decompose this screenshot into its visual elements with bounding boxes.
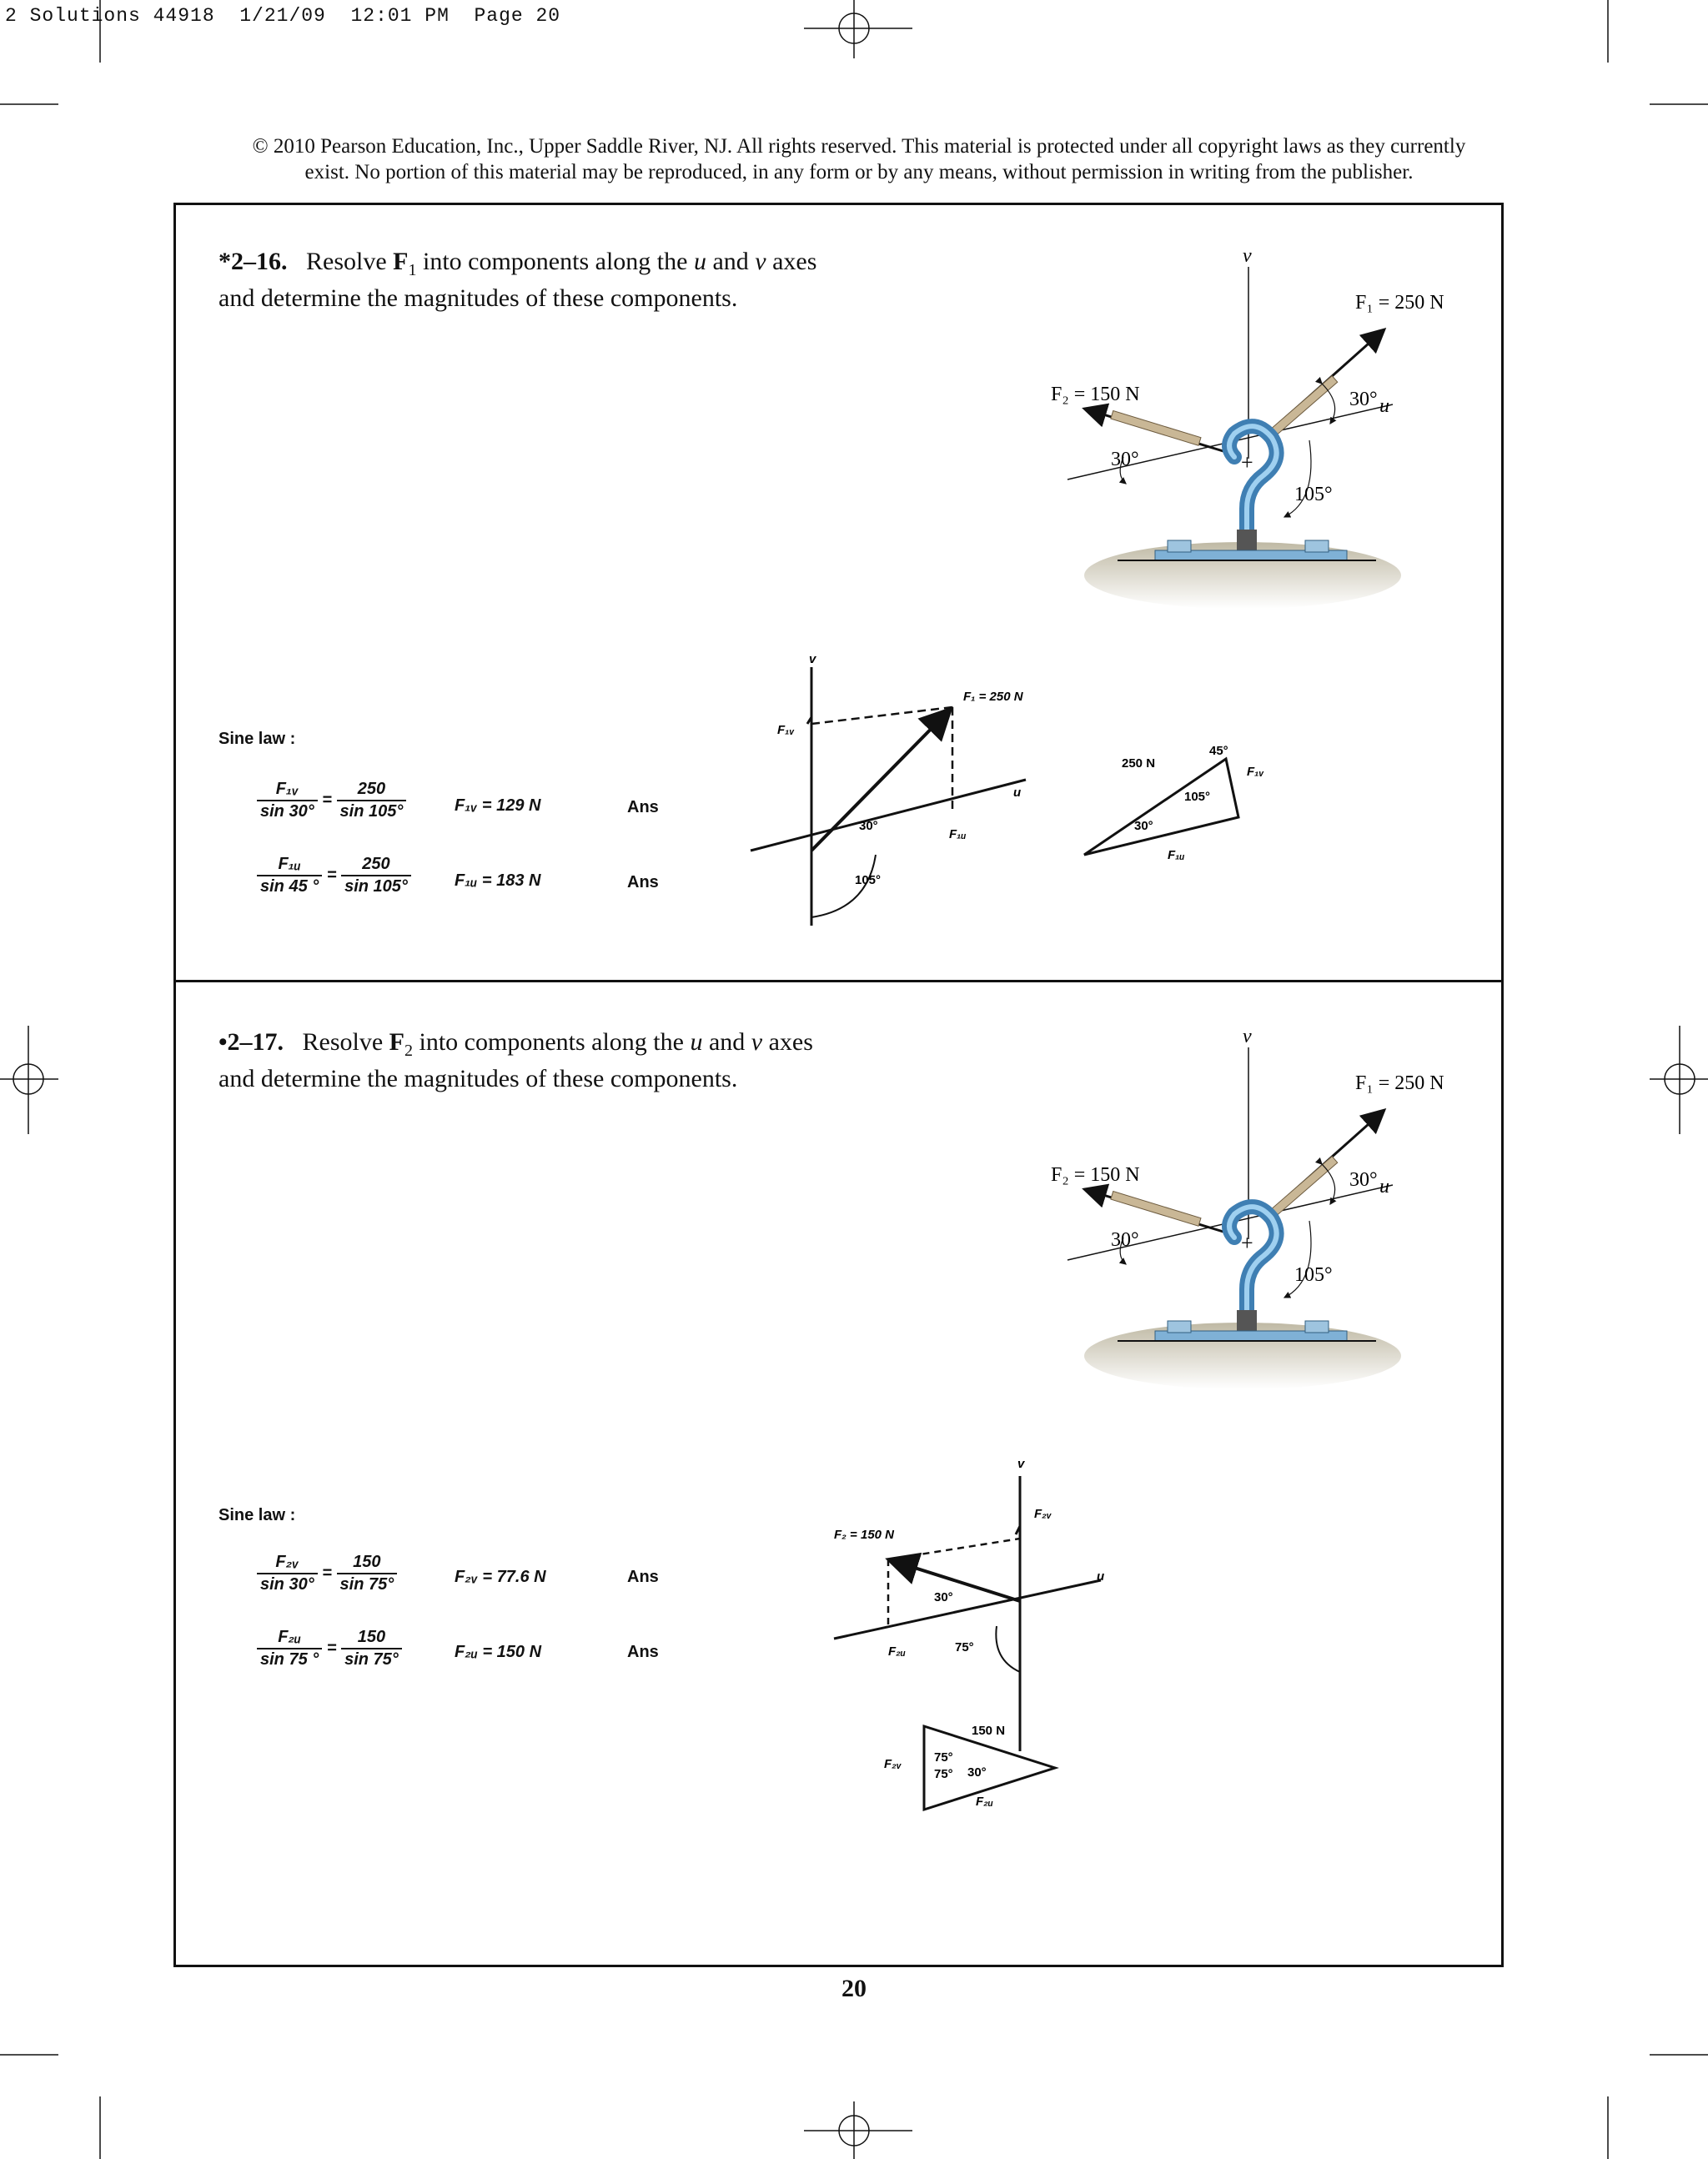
sine-law-heading-17: Sine law :: [219, 1506, 296, 1524]
svg-text:F₂ᵥ: F₂ᵥ: [884, 1757, 902, 1771]
svg-text:30°: 30°: [1134, 819, 1153, 833]
result-16-2: F₁ᵤ = 183 N: [455, 871, 541, 890]
v-label: v: [1243, 1026, 1252, 1047]
svg-text:v: v: [1017, 1457, 1025, 1471]
svg-text:F₂ = 150 N: F₂ = 150 N: [834, 1528, 895, 1542]
problem-number: *2–16.: [219, 248, 288, 275]
problem-16-sketch: [751, 650, 1268, 938]
ans-16-2: Ans: [627, 873, 659, 891]
f2-label: F₂ = 150 N: [1051, 384, 1140, 405]
svg-text:F₂ᵥ: F₂ᵥ: [1034, 1507, 1052, 1521]
svg-text:75°: 75°: [955, 1640, 974, 1654]
equation-16-2: $\frac{\text{F₁ᵤ}}{\sin 45 ^\circ}$ = $\frac{250}{\sin 105^\circ}$: [257, 855, 411, 896]
svg-text:105°: 105°: [855, 873, 882, 887]
svg-text:F₂ᵤ: F₂ᵤ: [888, 1644, 906, 1659]
angle-105: 105°: [1294, 484, 1333, 505]
svg-text:30°: 30°: [859, 819, 878, 833]
svg-text:150 N: 150 N: [972, 1724, 1006, 1738]
angle-30-right: 30°: [1349, 389, 1378, 410]
svg-text:F₂ᵤ: F₂ᵤ: [976, 1795, 993, 1809]
svg-text:30°: 30°: [967, 1765, 987, 1780]
svg-text:30°: 30°: [934, 1590, 953, 1604]
problem-17-figure: [1034, 1014, 1444, 1414]
sine-law-heading-16: Sine law :: [219, 730, 296, 748]
svg-text:F₁ᵥ: F₁ᵥ: [1247, 765, 1264, 779]
ans-17-2: Ans: [627, 1643, 659, 1661]
svg-text:+: +: [1241, 1231, 1253, 1255]
problem-17-sketch: [826, 1451, 1143, 1843]
equation-16-1: $\frac{\text{F₁ᵥ}}{\sin 30^\circ}$ = $\frac{250}{\sin 105^\circ}$: [257, 780, 406, 821]
svg-text:u: u: [1097, 1569, 1105, 1584]
f1-label: F₁ = 250 N: [1355, 292, 1444, 314]
svg-text:+: +: [1241, 450, 1253, 474]
svg-text:250 N: 250 N: [1122, 756, 1156, 771]
slug-line: 2 Solutions 44918 1/21/09 12:01 PM Page 20: [5, 5, 561, 27]
f2-label: F₂ = 150 N: [1051, 1164, 1140, 1186]
v-label: v: [1243, 245, 1252, 267]
problem-17-statement: •2–17. Resolve $F_2$ into components along the u and v axes and determine the magnitudes of these components.: [219, 1028, 813, 1092]
u-label: u: [1379, 395, 1389, 417]
svg-text:75°: 75°: [934, 1750, 953, 1765]
problem-16-figure: [1034, 233, 1444, 634]
svg-text:105°: 105°: [1184, 790, 1211, 804]
problem-16-statement: *2–16. Resolve $F_1$ into components along the u and v axes and determine the magnitudes of these components.: [219, 248, 817, 312]
angle-30-left: 30°: [1111, 1229, 1139, 1251]
angle-30-right: 30°: [1349, 1169, 1378, 1191]
copyright-line-1: © 2010 Pearson Education, Inc., Upper Saddle River, NJ. All rights reserved. This material is protected under all copyright laws as they currently: [252, 135, 1466, 158]
equation-17-2: $\frac{\text{F₂ᵤ}}{\sin 75 ^\circ}$ = $\frac{150}{\sin 75^\circ}$: [257, 1628, 402, 1669]
angle-105: 105°: [1294, 1264, 1333, 1286]
svg-text:75°: 75°: [934, 1767, 953, 1781]
equation-17-1: $\frac{\text{F₂ᵥ}}{\sin 30^\circ}$ = $\frac{150}{\sin 75^\circ}$: [257, 1553, 397, 1594]
svg-text:F₁ᵥ: F₁ᵥ: [777, 723, 795, 737]
problem-number: •2–17.: [219, 1028, 284, 1056]
svg-text:F₁ᵤ: F₁ᵤ: [1168, 848, 1185, 862]
svg-text:45°: 45°: [1209, 744, 1228, 758]
result-17-1: F₂ᵥ = 77.6 N: [455, 1568, 546, 1586]
svg-text:u: u: [1013, 786, 1022, 800]
ans-16-1: Ans: [627, 798, 659, 816]
f1-label: F₁ = 250 N: [1355, 1072, 1444, 1094]
angle-30-left: 30°: [1111, 449, 1139, 470]
svg-text:F₁ = 250 N: F₁ = 250 N: [963, 690, 1023, 704]
result-16-1: F₁ᵥ = 129 N: [455, 796, 541, 815]
result-17-2: F₂ᵤ = 150 N: [455, 1643, 542, 1661]
u-label: u: [1379, 1176, 1389, 1197]
svg-text:F₁ᵤ: F₁ᵤ: [949, 827, 967, 841]
copyright-line-2: exist. No portion of this material may be reproduced, in any form or by any means, without permission in writing from the publisher.: [304, 161, 1414, 183]
copyright-notice: [183, 133, 1535, 185]
page-number: 20: [841, 1975, 867, 2002]
svg-text:v: v: [809, 652, 816, 666]
ans-17-1: Ans: [627, 1568, 659, 1586]
